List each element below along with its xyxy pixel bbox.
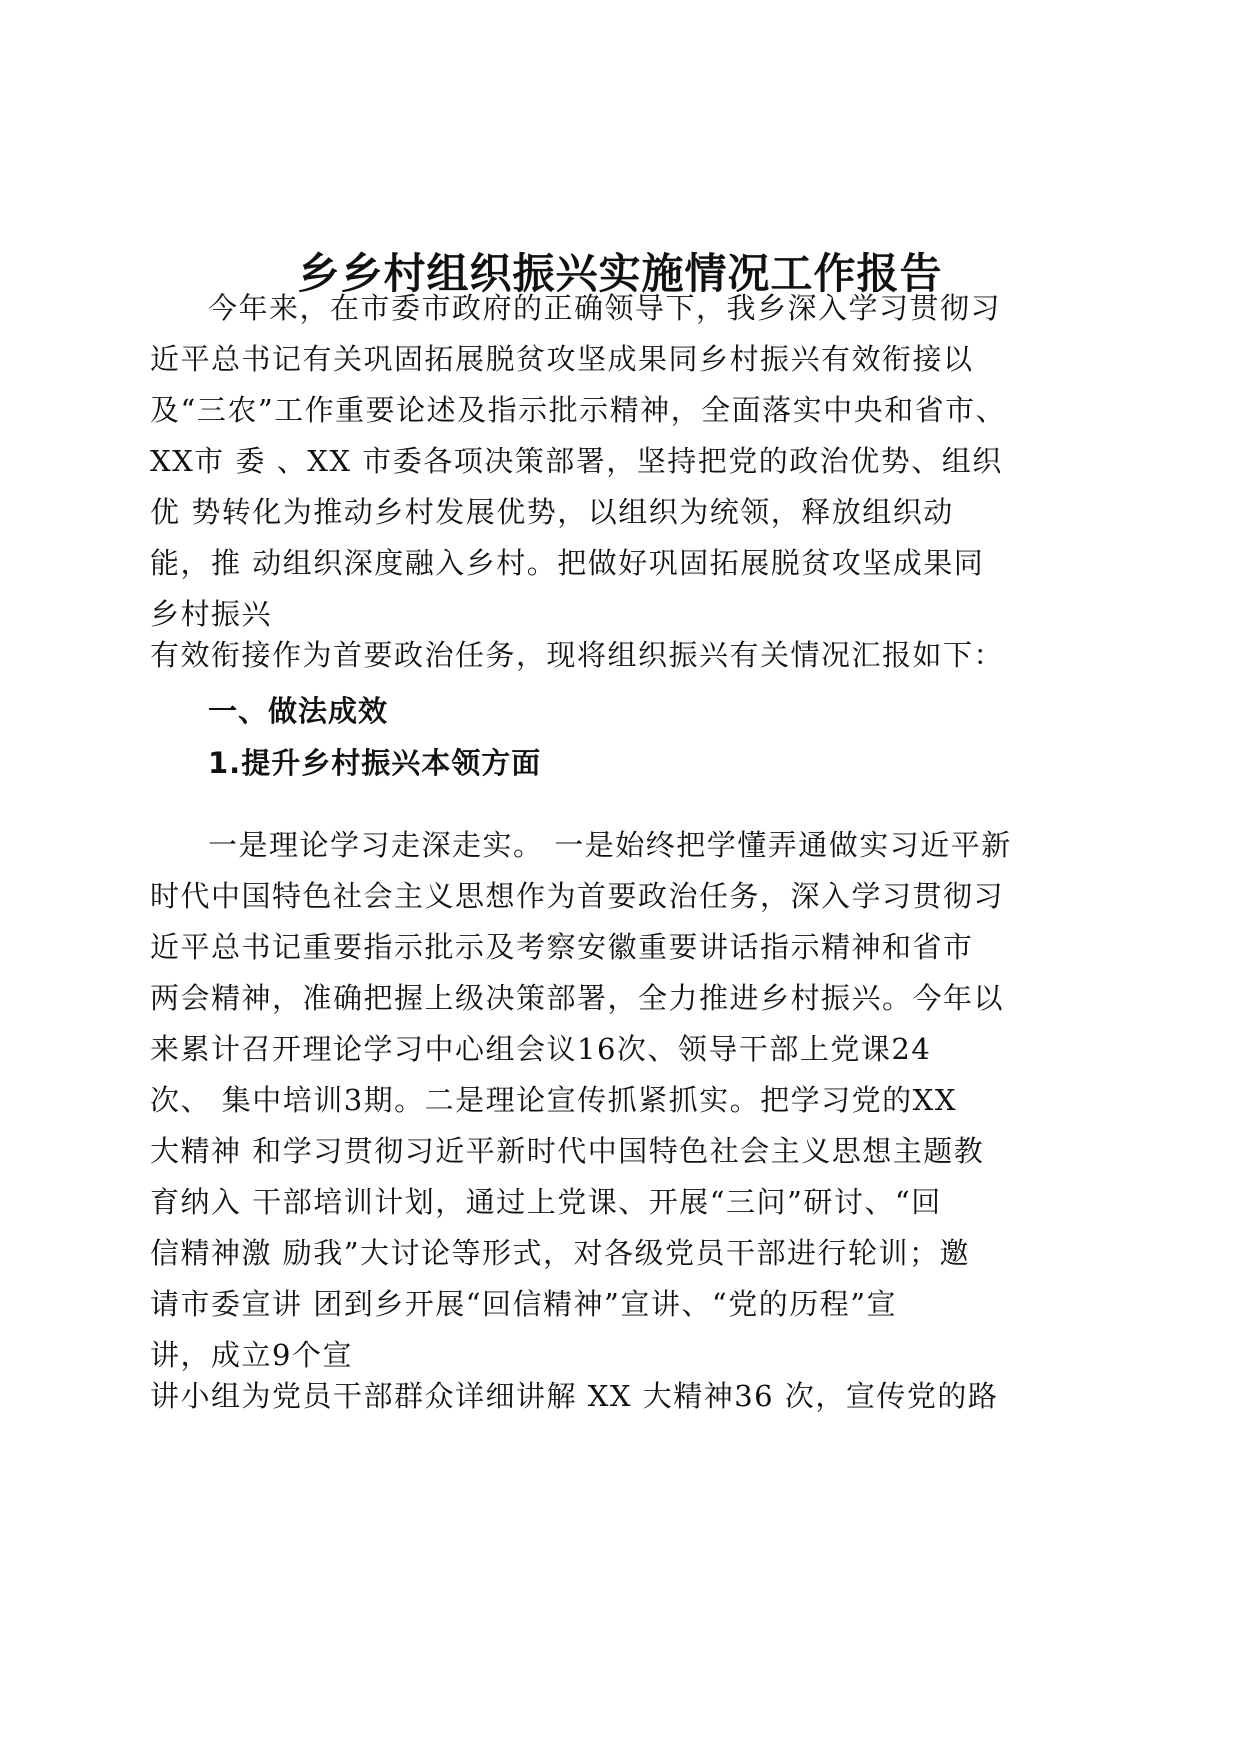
intro-line: 乡村振兴 (150, 597, 273, 631)
body-line: 育纳入 干部培训计划，通过上党课、开展“三问”研讨、“回 (150, 1185, 942, 1219)
body-line: 来累计召开理论学习中心组会议16次、领导干部上党课24 (150, 1032, 932, 1066)
intro-line: 近平总书记有关巩固拓展脱贫攻坚成果同乡村振兴有效衔接以 (150, 342, 974, 376)
subsection-heading: 1.提升乡村振兴本领方面 (208, 746, 542, 780)
intro-line: XX市 委 、XX 市委各项决策部署，坚持把党的政治优势、组织 (150, 444, 1003, 478)
body-line: 信精神激 励我”大讨论等形式，对各级党员干部进行轮训；邀 (150, 1236, 971, 1270)
body-line: 讲，成立9个宣 (150, 1338, 353, 1372)
document-title: 乡乡村组织振兴实施情况工作报告 (297, 249, 943, 298)
body-line: 时代中国特色社会主义思想作为首要政治任务，深入学习贯彻习 (150, 879, 1005, 913)
body-line: 请市委宣讲 团到乡开展“回信精神”宣讲、“党的历程”宣 (150, 1287, 898, 1321)
intro-line: 有效衔接作为首要政治任务，现将组织振兴有关情况汇报如下： (150, 638, 1005, 672)
body-line: 近平总书记重要指示批示及考察安徽重要讲话指示精神和省市 (150, 930, 974, 964)
section-heading: 一、做法成效 (208, 694, 389, 728)
body-line: 大精神 和学习贯彻习近平新时代中国特色社会主义思想主题教 (150, 1134, 985, 1168)
intro-line: 能，推 动组织深度融入乡村。把做好巩固拓展脱贫攻坚成果同 (150, 546, 985, 580)
body-line: 一是理论学习走深走实。 一是始终把学懂弄通做实习近平新 (208, 828, 1012, 862)
intro-line: 今年来，在市委市政府的正确领导下，我乡深入学习贯彻习 (208, 291, 1002, 325)
intro-line: 及“三农”工作重要论述及指示批示精神，全面落实中央和省市、 (150, 393, 1007, 427)
body-line: 次、 集中培训3期。二是理论宣传抓紧抓实。把学习党的XX (150, 1083, 957, 1117)
body-line: 讲小组为党员干部群众详细讲解 XX 大精神36 次，宣传党的路 (150, 1379, 999, 1413)
body-line: 两会精神，准确把握上级决策部署，全力推进乡村振兴。今年以 (150, 981, 1005, 1015)
intro-line: 优 势转化为推动乡村发展优势，以组织为统领，释放组织动 (150, 495, 954, 529)
